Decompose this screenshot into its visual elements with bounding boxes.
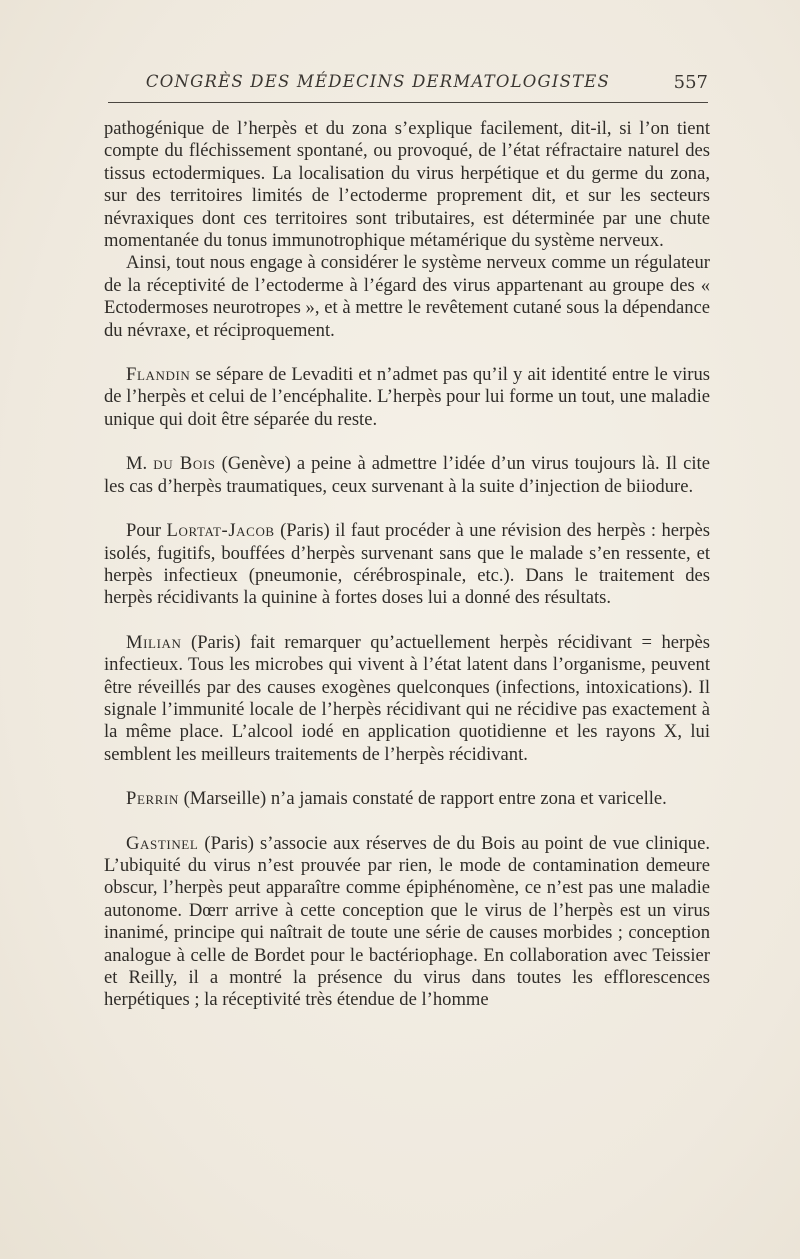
speaker-prefix: Pour (126, 520, 167, 542)
speaker-name: Perrin (126, 788, 179, 810)
speaker-prefix: M. (126, 453, 154, 475)
paragraph-text: pathogénique de l’herpès et du zona s’explique facilement, dit-il, si l’on tient compte du fléchissement spontané, ou provoqué, de l’état réfractaire naturel des tissus ectodermiques. La localisation du virus herpétique et du germe du zona, sur des territoires limités de l’ectoderme proprement dit, et sur les secteurs névraxiques dont ces territoires sont tributaires, est déterminée par une chute momentanée du tonus immunotrophique métamérique du système nerveux. (104, 118, 710, 252)
paragraph-gastinel (104, 833, 710, 1012)
paragraph-continuation (104, 118, 710, 252)
speaker-name: Gastinel (126, 832, 199, 854)
speaker-name: du Bois (153, 453, 216, 475)
paragraph-du-bois (104, 453, 710, 498)
paragraph-flandin (104, 364, 710, 431)
paragraph-perrin (104, 788, 710, 810)
running-head (108, 72, 708, 102)
paragraph-text: Ainsi, tout nous engage à considérer le système nerveux comme un régulateur de la réceptivité de l’ectoderme à l’égard des virus appartenant au groupe des « Ectodermoses neurotropes », et à mettre le revêtement cutané sous la dépendance du névraxe, et réciproquement. (104, 252, 710, 341)
paragraph-text: (Paris) s’associe aux réserves de du Bois au point de vue clinique. L’ubiquité du virus n’est prouvée par rien, le mode de contamination demeure obscur, l’herpès peut apparaître comme épiphénomène, ce n’est pas une maladie autonome. Dœrr arrive à cette conception que le virus de l’herpès est un virus inanimé, principe qui naîtrait de toute une série de causes morbides ; conception analogue à celle de Bordet pour le bactériophage. En collaboration avec Teissier et Reilly, il a montré la présence du virus dans toutes les efflorescences herpétiques ; la réceptivité très étendue de l’homme (104, 832, 710, 1011)
paragraph-text: (Marseille) n’a jamais constaté de rapport entre zona et varicelle. (178, 788, 667, 810)
speaker-name: Flandin (126, 364, 191, 386)
body-text (104, 118, 710, 1012)
paragraph-milian (104, 632, 710, 766)
speaker-name: Lortat-Jacob (166, 520, 275, 542)
paragraph-lortat-jacob (104, 520, 710, 610)
page-number: 557 (673, 72, 708, 93)
paragraph-text: se sépare de Levaditi et n’admet pas qu’il y ait identité entre le virus de l’herpès et celui de l’encéphalite. L’herpès pour lui forme un tout, une maladie unique qui doit être séparée du reste. (104, 364, 710, 430)
running-title: CONGRÈS DES MÉDECINS DERMATOLOGISTES (145, 72, 611, 91)
paragraph-text: (Genève) a peine à admettre l’idée d’un virus toujours là. Il cite les cas d’herpès traumatiques, ceux survenant à la suite d’injection de biiodure. (104, 453, 710, 497)
paragraph-text: (Paris) fait remarquer qu’actuellement herpès récidivant = herpès infectieux. Tous les microbes qui vivent à l’état latent dans l’organisme, peuvent être réveillés par des causes exogènes quelconques (infections, intoxications). Il signale l’immunité locale de l’herpès récidivant qui ne récidive pas exactement à la même place. L’alcool iodé en application quotidienne et les rayons X, lui semblent les meilleurs traitements de l’herpès récidivant. (104, 631, 710, 765)
paragraph-ainsi (104, 252, 710, 342)
header-rule (108, 102, 708, 103)
speaker-name: Milian (126, 631, 182, 653)
paragraph-text: (Paris) il faut procéder à une révision des herpès : herpès isolés, fugitifs, bouffées d’herpès survenant sans que le malade s’en ressente, et herpès infectieux (pneumonie, cérébrospinale, etc.). Dans le traitement des herpès récidivants la quinine à fortes doses lui a donné des résultats. (104, 520, 710, 609)
